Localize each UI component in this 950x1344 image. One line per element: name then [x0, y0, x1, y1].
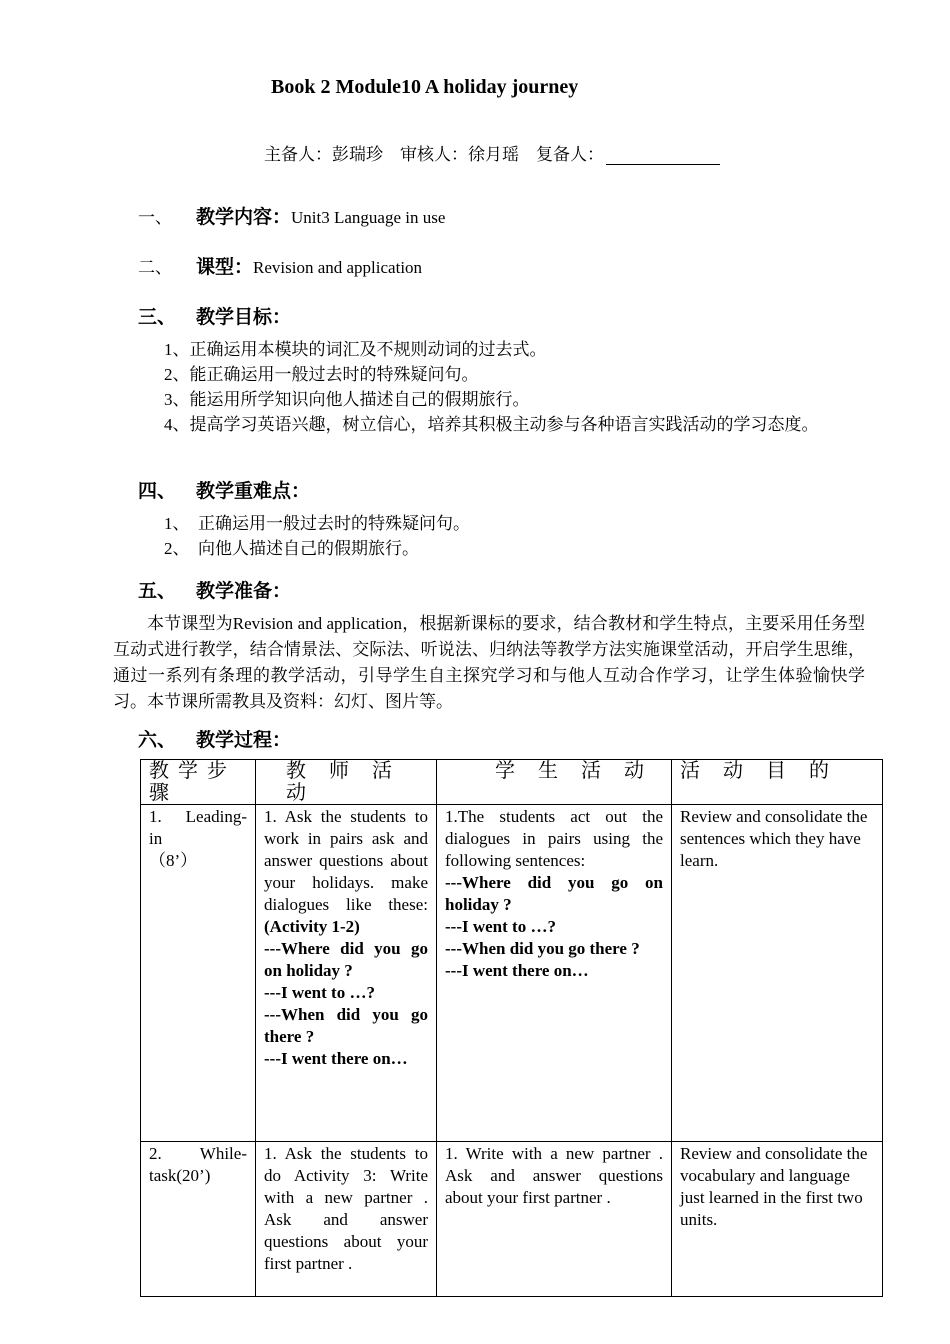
key-points-list [164, 511, 470, 561]
list-number: 2、 [164, 539, 190, 558]
section-process [138, 725, 291, 752]
list-item: 4、提高学习英语兴趣，树立信心，培养其积极主动参与各种语言实践活动的学习态度。 [164, 415, 819, 434]
section-number: 二、 [138, 258, 172, 277]
purpose-cell: Review and consolidate the sentences which they have learn. [672, 805, 883, 1142]
dialogue-line: ---Where did you go on holiday ? [264, 939, 428, 980]
purpose-cell: Review and consolidate the vocabulary and language just learned in the first two units. [672, 1142, 883, 1297]
table-header-row [141, 760, 883, 805]
student-activity-cell: 1. Write with a new partner . Ask and answer questions about your first partner . [437, 1142, 672, 1297]
section-preparation [138, 576, 291, 603]
teacher-activity-cell [256, 805, 437, 1142]
activity-ref: (Activity 1-2) [264, 917, 360, 936]
section-number: 五、 [138, 581, 177, 602]
step-text: in [149, 829, 163, 848]
step-text: 1. Leading- [149, 807, 247, 826]
step-cell [141, 1142, 256, 1297]
section-value: Unit3 Language in use [291, 208, 446, 227]
preparers-text: 主备人：彭瑞珍 审核人：徐月瑶 复备人： [264, 145, 604, 164]
preparers-line [264, 140, 720, 165]
table-row [141, 805, 883, 1142]
section-heading: 教学过程： [196, 730, 292, 751]
column-header-student: 学 生 活 动 [437, 760, 672, 805]
section-number: 一、 [138, 208, 172, 227]
list-text: 向他人描述自己的假期旅行。 [198, 539, 419, 558]
step-cell [141, 805, 256, 1142]
section-value: Revision and application [253, 258, 423, 277]
column-header-teacher: 教 师 活 动 [256, 760, 437, 805]
dialogue-line: ---When did you go there ? [264, 1005, 428, 1046]
section-lesson-type [138, 252, 422, 279]
student-activity-text: 1.The students act out the dialogues in pairs using the following sentences: [445, 807, 663, 870]
list-text: 正确运用一般过去时的特殊疑问句。 [198, 514, 470, 533]
list-item: 2、能正确运用一般过去时的特殊疑问句。 [164, 365, 479, 384]
reviewer-blank[interactable] [606, 147, 720, 165]
document-title: Book 2 Module10 A holiday journey [271, 76, 579, 98]
section-heading: 课型： [196, 257, 254, 278]
section-number: 六、 [138, 730, 177, 751]
dialogue-line: ---I went there on… [264, 1049, 408, 1068]
section-heading: 教学准备： [196, 581, 292, 602]
section-objectives [138, 302, 291, 329]
dialogue-line: ---I went to …? [445, 917, 556, 936]
dialogue-line: ---Where did you go on holiday ? [445, 873, 663, 914]
section-key-points [138, 476, 310, 503]
preparation-paragraph: 本节课型为Revision and application，根据新课标的要求，结合教材和学生特点，主要采用任务型互动式进行教学，结合情景法、交际法、听说法、归纳法等教学方法实施课堂活动，开启学生思维，通过一系列有条理的教学活动，引导学生自主探究学习和与他人互动合作学习，让学生体验愉快学习。本节课所需教具及资料：幻灯、图片等。 [113, 614, 865, 711]
table-row [141, 1142, 883, 1297]
step-time: （8’） [149, 851, 198, 870]
step-text: 2. While- [149, 1144, 247, 1163]
teaching-process-table [140, 759, 883, 1297]
teacher-activity-text: 1. Ask the students to work in pairs ask and answer questions about your holidays. make dialogues like these: [264, 807, 428, 914]
teacher-activity-cell: 1. Ask the students to do Activity 3: Write with a new partner . Ask and answer questions about your first partner . [256, 1142, 437, 1297]
step-text: task(20’) [149, 1166, 211, 1185]
dialogue-line: ---I went to …? [264, 983, 375, 1002]
section-heading: 教学目标： [196, 307, 292, 328]
student-activity-cell [437, 805, 672, 1142]
list-number: 1、 [164, 514, 190, 533]
column-header-step: 教学步骤 [141, 760, 256, 805]
list-item [164, 536, 470, 561]
dialogue-line: ---When did you go there ? [445, 939, 640, 958]
section-number: 三、 [138, 307, 177, 328]
list-item [164, 511, 470, 536]
section-content [138, 202, 445, 229]
objectives-list [164, 337, 866, 437]
list-item: 1、正确运用本模块的词汇及不规则动词的过去式。 [164, 340, 547, 359]
section-number: 四、 [138, 481, 177, 502]
column-header-purpose: 活 动 目 的 [672, 760, 883, 805]
list-item: 3、能运用所学知识向他人描述自己的假期旅行。 [164, 390, 530, 409]
dialogue-line: ---I went there on… [445, 961, 589, 980]
section-heading: 教学重难点： [196, 481, 311, 502]
section-heading: 教学内容： [196, 207, 292, 228]
